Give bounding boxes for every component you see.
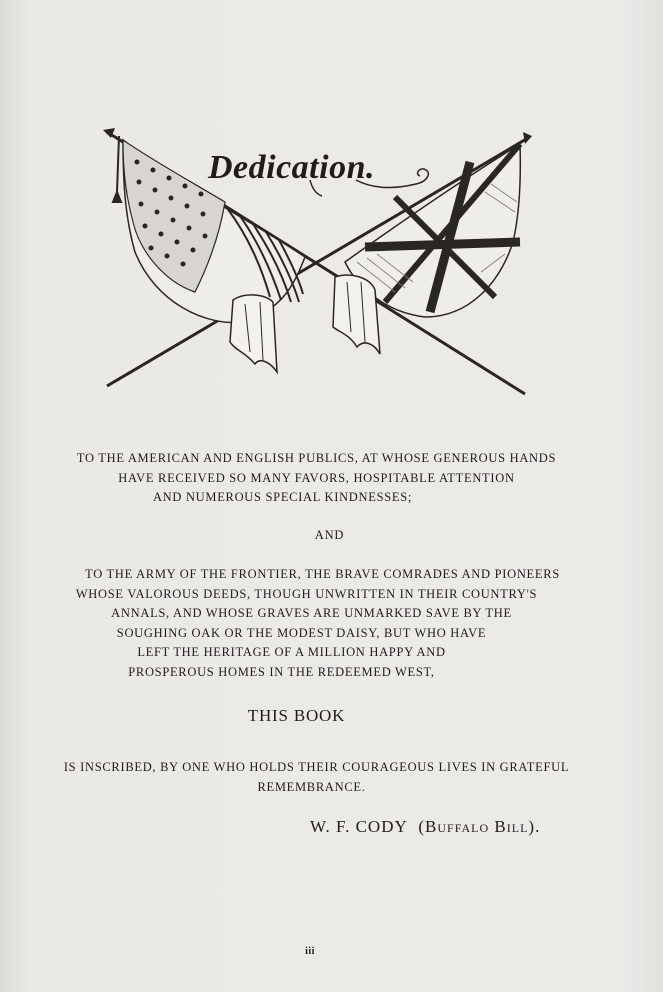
dedication-heading: Dedication. <box>208 149 375 186</box>
author-nickname: (Buffalo Bill). <box>418 817 541 836</box>
paragraph-line: TO THE AMERICAN AND ENGLISH PUBLICS, AT WHOSE GENEROUS HANDS <box>76 451 557 465</box>
paragraph-line: LEFT THE HERITAGE OF A MILLION HAPPY AND <box>137 645 446 659</box>
dedication-paragraph-2 <box>0 565 663 682</box>
dedication-paragraph-1 <box>0 449 663 508</box>
author-signature <box>310 817 540 837</box>
paragraph-line: TO THE ARMY OF THE FRONTIER, THE BRAVE COMRADES AND PIONEERS <box>85 567 560 581</box>
dedication-paragraph-3 <box>0 758 663 797</box>
this-book-heading: THIS BOOK <box>247 706 346 725</box>
paragraph-line: HAVE RECEIVED SO MANY FAVORS, HOSPITABLE ATTENTION <box>118 470 515 485</box>
paragraph-line: SOUGHING OAK OR THE MODEST DAISY, BUT WHO HAVE <box>116 625 487 640</box>
paragraph-line: AND NUMEROUS SPECIAL KINDNESSES; <box>152 490 413 504</box>
page-number: iii <box>305 946 315 957</box>
dedication-heading-ornament <box>206 138 436 198</box>
paragraph-line: WHOSE VALOROUS DEEDS, THOUGH UNWRITTEN IN THEIR COUNTRY'S <box>75 586 538 601</box>
author-name: W. F. CODY <box>310 817 408 836</box>
paragraph-line: PROSPEROUS HOMES IN THE REDEEMED WEST, <box>128 664 435 679</box>
paragraph-line: ANNALS, AND WHOSE GRAVES ARE UNMARKED SAVE BY THE <box>111 606 512 620</box>
paragraph-line: IS INSCRIBED, BY ONE WHO HOLDS THEIR COURAGEOUS LIVES IN GRATEFUL <box>63 760 570 774</box>
conjunction-and: AND <box>314 528 345 542</box>
paragraph-line: REMEMBRANCE. <box>257 779 366 794</box>
